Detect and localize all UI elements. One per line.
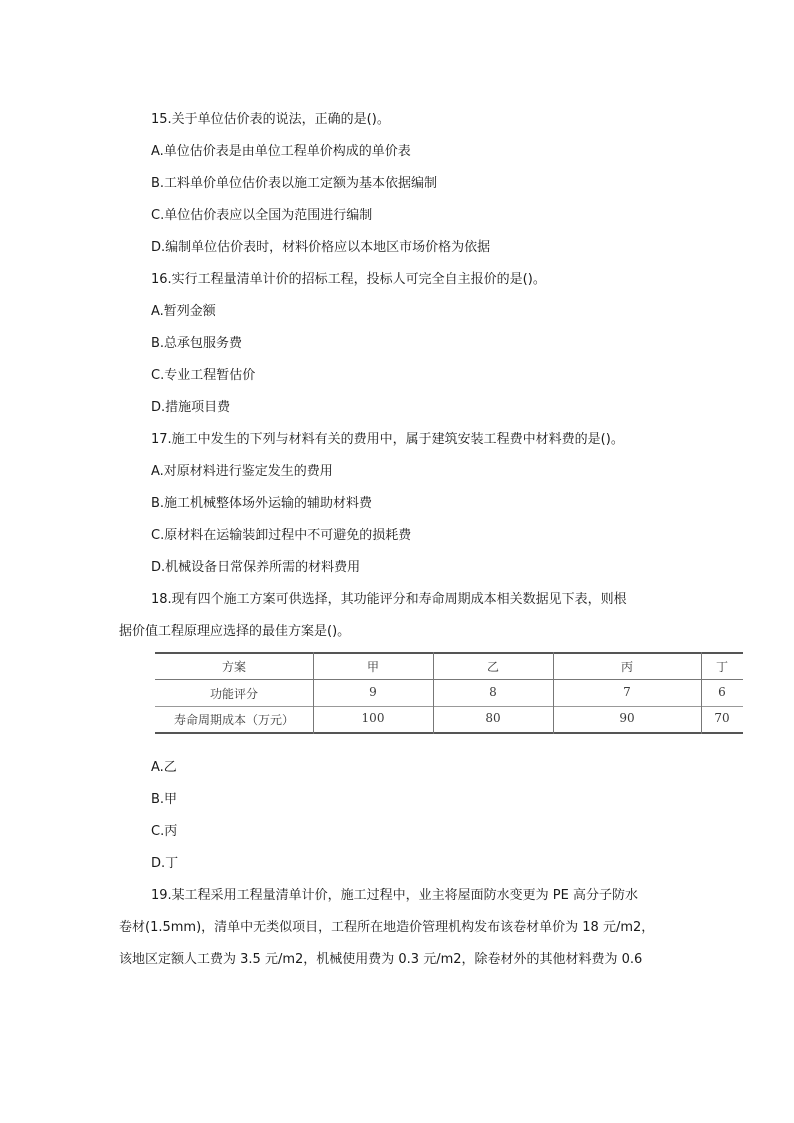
table-cell: 90	[619, 711, 635, 725]
question-16-stem: 16.实行工程量清单计价的招标工程，投标人可完全自主报价的是()。	[151, 272, 546, 287]
question-19-line2: 卷材(1.5mm)，清单中无类似项目，工程所在地造价管理机构发布该卷材单价为 18 元/m2，	[119, 920, 655, 935]
table-cell: 9	[369, 685, 377, 699]
q16-option-d: D.措施项目费	[151, 400, 231, 415]
table-bottom-rule	[155, 732, 743, 734]
q18-option-c: C.丙	[151, 824, 178, 839]
q15-option-b: B.工料单价单位估价表以施工定额为基本依据编制	[151, 176, 438, 191]
q16-option-b: B.总承包服务费	[151, 336, 243, 351]
question-18-stem-line2: 据价值工程原理应选择的最佳方案是()。	[119, 624, 351, 639]
table-header-cell: 丁	[715, 660, 728, 674]
table-top-rule	[155, 652, 743, 654]
table-cell: 8	[489, 685, 497, 699]
q17-option-a: A.对原材料进行鉴定发生的费用	[151, 464, 333, 479]
table-cell: 100	[361, 711, 385, 725]
question-19-line3: 该地区定额人工费为 3.5 元/m2，机械使用费为 0.3 元/m2，除卷材外的其他材料费为 0.6	[119, 952, 643, 967]
table-cell: 70	[714, 711, 730, 725]
question-19-line1: 19.某工程采用工程量清单计价，施工过程中，业主将屋面防水变更为 PE 高分子防水	[151, 888, 638, 903]
question-15-stem: 15.关于单位估价表的说法，正确的是()。	[151, 112, 390, 127]
table-cell: 7	[623, 685, 631, 699]
question-18-stem-line1: 18.现有四个施工方案可供选择，其功能评分和寿命周期成本相关数据见下表，则根	[151, 592, 627, 607]
table-row-rule	[155, 706, 743, 707]
table-cell: 80	[485, 711, 501, 725]
table-row-label: 功能评分	[209, 687, 258, 701]
table-header-rule	[155, 679, 743, 680]
table-row-label: 寿命周期成本（万元）	[173, 713, 294, 727]
scheme-comparison-table	[155, 652, 743, 734]
q15-option-a: A.单位估价表是由单位工程单价构成的单价表	[151, 144, 411, 159]
q16-option-a: A.暂列金额	[151, 304, 216, 319]
table-header-cell: 丙	[620, 660, 633, 674]
q18-option-a: A.乙	[151, 760, 177, 775]
q18-option-b: B.甲	[151, 792, 178, 807]
table-cell: 6	[718, 685, 726, 699]
table-header-cell: 乙	[486, 660, 499, 674]
q17-option-b: B.施工机械整体场外运输的辅助材料费	[151, 496, 373, 511]
question-17-stem: 17.施工中发生的下列与材料有关的费用中，属于建筑安装工程费中材料费的是()。	[151, 432, 624, 447]
q18-option-d: D.丁	[151, 856, 179, 871]
q15-option-d: D.编制单位估价表时，材料价格应以本地区市场价格为依据	[151, 240, 491, 255]
q16-option-c: C.专业工程暂估价	[151, 368, 256, 383]
q15-option-c: C.单位估价表应以全国为范围进行编制	[151, 208, 373, 223]
table-header-cell: 方案	[221, 660, 246, 674]
q17-option-d: D.机械设备日常保养所需的材料费用	[151, 560, 361, 575]
table-header-cell: 甲	[366, 660, 379, 674]
q17-option-c: C.原材料在运输装卸过程中不可避免的损耗费	[151, 528, 412, 543]
